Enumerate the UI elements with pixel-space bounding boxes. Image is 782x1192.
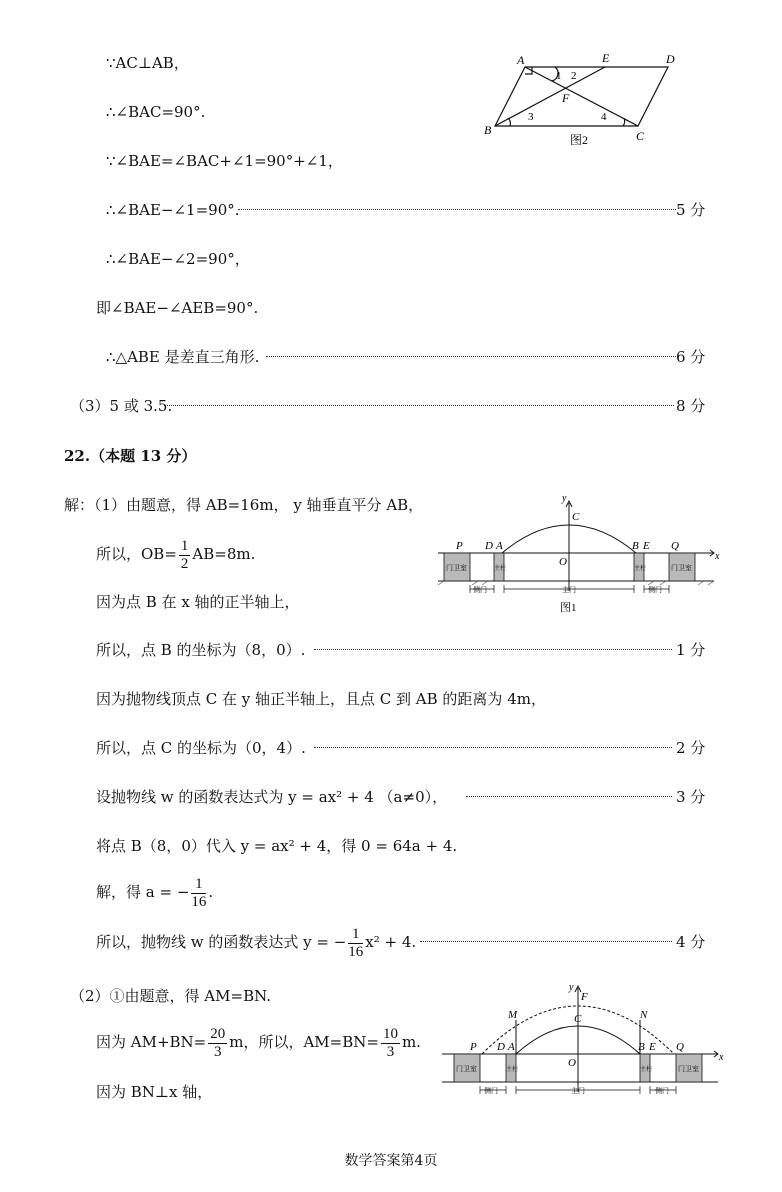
fig1-main: 主门 xyxy=(562,586,576,594)
line-bae-minus-1: ∴∠BAE−∠1=90°. xyxy=(106,200,706,220)
fig2-label-c: C xyxy=(636,129,645,143)
line-triangle-abe: ∴△ABE 是差直三角形. xyxy=(106,347,706,367)
fig1-caption: 图1 xyxy=(560,602,577,614)
fig3-guard-right: 门卫室 xyxy=(678,1065,699,1073)
fraction-ten-thirds: $\frac{10}{3}$ xyxy=(382,1025,398,1060)
fig2-label-b: B xyxy=(484,123,492,137)
fig1-label-d: D xyxy=(485,540,493,552)
score-4: 4 分 xyxy=(676,933,706,951)
fig1-label-b: B xyxy=(632,540,639,552)
fig3-main: 主门 xyxy=(571,1087,585,1095)
fraction-twenty-thirds: $\frac{20}{3}$ xyxy=(210,1025,226,1060)
line-angle-bae-sum: ∵∠BAE=∠BAC+∠1=90°+∠1， xyxy=(106,152,343,170)
fig3-label-d: D xyxy=(497,1041,505,1053)
fig1-pillar-right: 主柱 xyxy=(634,566,647,572)
line-substitute-b: 将点 B（8，0）代入 y = ax² + 4，得 0 = 64a + 4. xyxy=(96,837,458,855)
fig1-side-left: 侧门 xyxy=(473,586,487,594)
fig3-label-m: M xyxy=(508,1009,518,1021)
fig2-label-d: D xyxy=(666,52,675,66)
fig3-label-e: E xyxy=(649,1041,656,1053)
score-6: 6 分 xyxy=(676,348,706,366)
fig3-side-left: 侧门 xyxy=(484,1087,498,1095)
question-22-heading: 22.（本题 13 分） xyxy=(64,447,197,465)
fig1-label-c: C xyxy=(572,511,580,523)
fig3-pillar-left: 主柱 xyxy=(506,1067,519,1073)
fig2-label-e: E xyxy=(602,51,610,65)
line-set-parabola: 设抛物线 w 的函数表达式为 y = ax² + 4 （a≠0）， xyxy=(96,787,696,807)
fig1-pillar-left: 主柱 xyxy=(494,566,507,572)
score-5: 5 分 xyxy=(676,201,706,219)
line-bae-minus-2: ∴∠BAE−∠2=90°， xyxy=(106,250,250,268)
score-8: 8 分 xyxy=(676,397,706,415)
line-bn-perp-x: 因为 BN⊥x 轴， xyxy=(96,1083,213,1101)
line-ac-perp-ab: ∵AC⊥AB， xyxy=(106,54,189,72)
fraction-one-half: $\frac{1}{2}$ xyxy=(180,537,189,572)
fig1-label-a: A xyxy=(496,540,503,552)
line-solve-a: 解，得 a = − $\frac{1}{16}$ . xyxy=(96,875,214,910)
figure-1-gate xyxy=(432,493,722,618)
fig1-side-right: 侧门 xyxy=(648,586,662,594)
fig3-label-x: x xyxy=(719,1052,724,1063)
line-b-on-x-axis: 因为点 B 在 x 轴的正半轴上， xyxy=(96,593,300,611)
line-angle-bac: ∴∠BAC=90°. xyxy=(106,103,206,121)
line-am-bn-sum: 因为 AM+BN= $\frac{20}{3}$ m，所以，AM=BN= $\frac{10}{3}$ m. xyxy=(96,1025,421,1060)
fig2-angle-4: 4 xyxy=(601,111,607,123)
fig1-guard-right: 门卫室 xyxy=(671,564,692,572)
line-bae-minus-aeb: 即∠BAE−∠AEB=90°. xyxy=(96,299,259,317)
figure-2-parallelogram xyxy=(480,48,690,154)
line-parabola-expression: 所以，抛物线 w 的函数表达式 y = − $\frac{1}{16}$ x² + 4. xyxy=(96,922,696,962)
fraction-one-sixteenth: $\frac{1}{16}$ xyxy=(191,875,207,910)
score-1: 1 分 xyxy=(676,641,706,659)
fig3-label-a: A xyxy=(508,1041,515,1053)
fig3-label-n: N xyxy=(640,1009,648,1021)
fig3-pillar-right: 主柱 xyxy=(640,1067,653,1073)
fig1-guard-left: 门卫室 xyxy=(446,564,467,572)
line-c-coord: 所以，点 C 的坐标为（0，4）. xyxy=(96,738,696,758)
fig3-side-right: 侧门 xyxy=(655,1087,669,1095)
line-b-coord: 所以，点 B 的坐标为（8，0）. xyxy=(96,640,696,660)
fig3-label-f: F xyxy=(581,991,588,1003)
fig2-angle-1: 1 xyxy=(556,70,562,82)
fig2-label-f: F xyxy=(562,91,570,105)
score-3: 3 分 xyxy=(676,788,706,806)
fig1-label-x: x xyxy=(715,551,720,562)
fig1-label-q: Q xyxy=(671,540,679,552)
fig1-label-e: E xyxy=(643,540,650,552)
figure-3-gate xyxy=(438,982,728,1100)
line-vertex-c: 因为抛物线顶点 C 在 y 轴正半轴上，且点 C 到 AB 的距离为 4m， xyxy=(96,690,546,708)
score-2: 2 分 xyxy=(676,739,706,757)
fig3-label-c: C xyxy=(574,1013,582,1025)
line-ob-half-ab: 所以，OB= $\frac{1}{2}$ AB=8m. xyxy=(96,537,256,572)
fig2-caption: 图2 xyxy=(570,133,589,147)
line-part-3: （3）5 或 3.5. xyxy=(70,396,700,416)
fig2-angle-2: 2 xyxy=(571,70,577,82)
fig3-label-y: y xyxy=(569,982,574,993)
line-part-2: （2）①由题意，得 AM=BN. xyxy=(70,987,272,1005)
fig3-label-p: P xyxy=(470,1041,477,1053)
fig3-guard-left: 门卫室 xyxy=(456,1065,477,1073)
fraction-one-sixteenth-2: $\frac{1}{16}$ xyxy=(348,925,364,960)
page-footer: 数学答案第4页 xyxy=(344,1153,438,1169)
fig2-label-a: A xyxy=(517,53,525,67)
fig2-angle-3: 3 xyxy=(528,111,534,123)
fig3-label-o: O xyxy=(568,1057,576,1069)
fig1-label-p: P xyxy=(456,540,463,552)
line-solution-1: 解：（1）由题意，得 AB=16m， y 轴垂直平分 AB， xyxy=(64,496,424,514)
fig1-label-y: y xyxy=(562,493,567,504)
fig3-label-b: B xyxy=(638,1041,645,1053)
fig3-label-q: Q xyxy=(676,1041,684,1053)
fig1-label-o: O xyxy=(559,556,567,568)
